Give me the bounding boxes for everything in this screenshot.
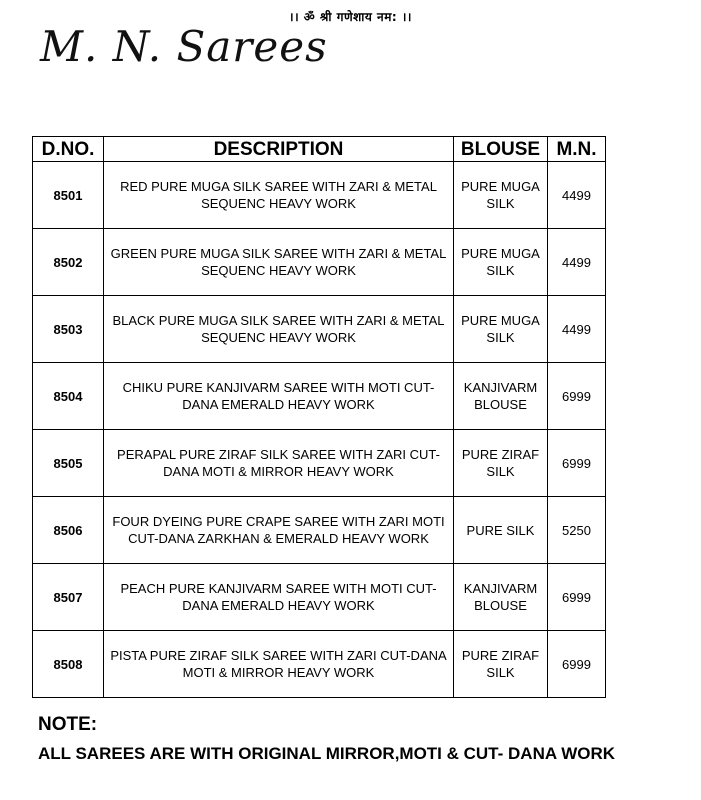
cell-description: GREEN PURE MUGA SILK SAREE WITH ZARI & METAL SEQUENC HEAVY WORK [104,229,454,296]
cell-mn: 4499 [548,162,606,229]
table-row [33,296,606,363]
note-text: ALL SAREES ARE WITH ORIGINAL MIRROR,MOTI & CUT- DANA WORK [38,744,616,763]
cell-dno: 8505 [33,430,104,497]
table-row [33,497,606,564]
table-row [33,363,606,430]
cell-mn: 6999 [548,363,606,430]
brand-logo: M. N. Sarees [40,22,328,71]
cell-blouse: PURE MUGA SILK [454,162,548,229]
cell-description: PERAPAL PURE ZIRAF SILK SAREE WITH ZARI CUT-DANA MOTI & MIRROR HEAVY WORK [104,430,454,497]
cell-description: CHIKU PURE KANJIVARM SAREE WITH MOTI CUT-DANA EMERALD HEAVY WORK [104,363,454,430]
cell-blouse: PURE MUGA SILK [454,296,548,363]
col-header-dno: D.NO. [33,137,104,162]
cell-mn: 6999 [548,631,606,698]
cell-dno: 8501 [33,162,104,229]
cell-mn: 6999 [548,430,606,497]
cell-mn: 4499 [548,229,606,296]
col-header-blouse: BLOUSE [454,137,548,162]
table-row [33,631,606,698]
cell-dno: 8508 [33,631,104,698]
table-row [33,430,606,497]
note-heading: NOTE: [38,714,98,735]
table-row [33,229,606,296]
col-header-description: DESCRIPTION [104,137,454,162]
cell-mn: 4499 [548,296,606,363]
cell-dno: 8507 [33,564,104,631]
cell-mn: 5250 [548,497,606,564]
cell-dno: 8503 [33,296,104,363]
cell-blouse: PURE SILK [454,497,548,564]
cell-blouse: KANJIVARM BLOUSE [454,363,548,430]
cell-description: FOUR DYEING PURE CRAPE SAREE WITH ZARI MOTI CUT-DANA ZARKHAN & EMERALD HEAVY WORK [104,497,454,564]
cell-description: BLACK PURE MUGA SILK SAREE WITH ZARI & METAL SEQUENC HEAVY WORK [104,296,454,363]
catalog-table [32,136,606,698]
cell-description: PISTA PURE ZIRAF SILK SAREE WITH ZARI CUT-DANA MOTI & MIRROR HEAVY WORK [104,631,454,698]
invocation-line: ।। ॐ श्री गणेशाय नम: ।। [289,10,412,24]
table-row [33,162,606,229]
cell-blouse: PURE ZIRAF SILK [454,631,548,698]
table-row [33,564,606,631]
cell-dno: 8504 [33,363,104,430]
cell-blouse: PURE ZIRAF SILK [454,430,548,497]
cell-mn: 6999 [548,564,606,631]
table-header-row [33,137,606,162]
cell-dno: 8502 [33,229,104,296]
cell-description: RED PURE MUGA SILK SAREE WITH ZARI & METAL SEQUENC HEAVY WORK [104,162,454,229]
cell-description: PEACH PURE KANJIVARM SAREE WITH MOTI CUT-DANA EMERALD HEAVY WORK [104,564,454,631]
cell-blouse: PURE MUGA SILK [454,229,548,296]
cell-blouse: KANJIVARM BLOUSE [454,564,548,631]
cell-dno: 8506 [33,497,104,564]
col-header-mn: M.N. [548,137,606,162]
